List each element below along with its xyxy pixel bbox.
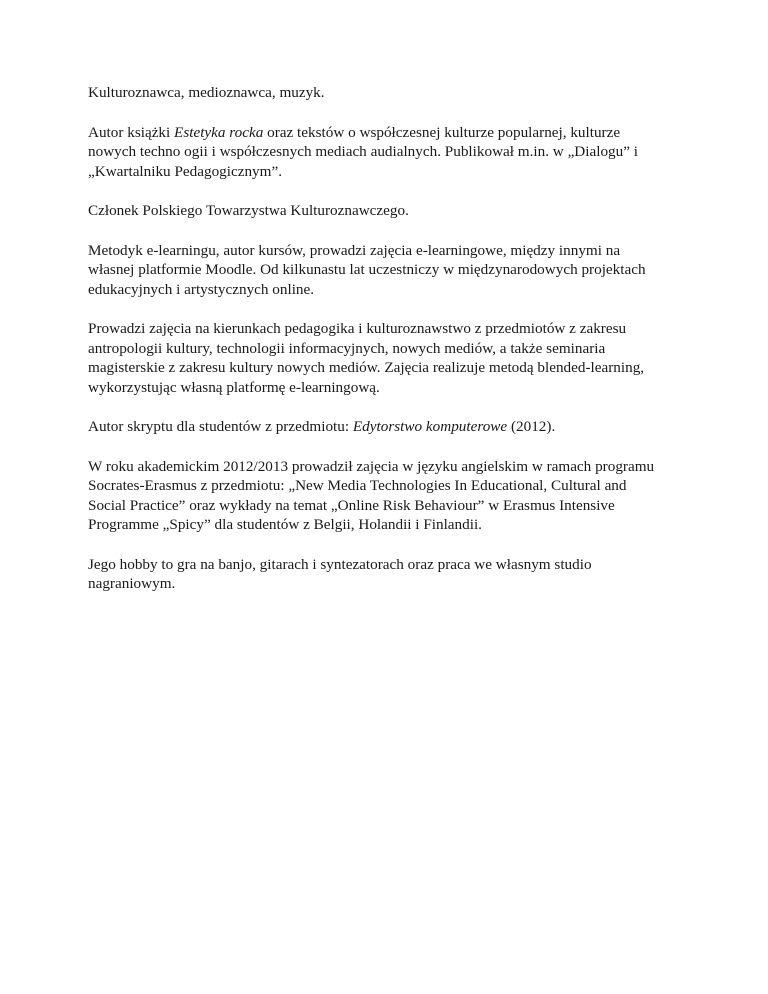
paragraph-teaching (88, 319, 698, 397)
script-year-text: (2012). (507, 418, 556, 435)
script-intro-text: Autor skryptu dla studentów z przedmiotu: (88, 418, 353, 435)
paragraph-hobby (88, 555, 698, 594)
hobby-text-line1: Jego hobby to gra na banjo, gitarach i syntezatorach oraz praca we własnym studio (88, 555, 592, 573)
paragraph-profession (88, 83, 698, 103)
paragraph-membership (88, 201, 698, 221)
author-intro-text: Autor książki (88, 123, 175, 141)
document-page (88, 83, 698, 614)
paragraph-erasmus (88, 457, 698, 535)
erasmus-text-line1: W roku akademickim 2012/2013 prowadził zajęcia w języku angielskim w ramach programu (88, 457, 655, 475)
book-title: Estetyka rocka (174, 123, 264, 141)
erasmus-text-line4: Programme „Spicy” dla studentów z Belgii, Holandii i Finlandii. (88, 516, 482, 533)
author-text-line1: oraz tekstów o współczesnej kulturze popularnej, kulturze (263, 123, 621, 141)
erasmus-text-line3: Social Practice” oraz wykłady na temat „Online Risk Behaviour” w Erasmus Intensive (88, 496, 615, 514)
membership-text: Członek Polskiego Towarzystwa Kulturoznawczego. (88, 202, 409, 219)
elearning-text-line3: edukacyjnych i artystycznych online. (88, 280, 315, 298)
profession-text: Kulturoznawca, medioznawca, muzyk. (88, 84, 325, 101)
teaching-text-line1: Prowadzi zajęcia na kierunkach pedagogika i kulturoznawstwo z przedmiotów z zakresu (88, 320, 627, 337)
author-text-line2: nowych techno ogii i współczesnych mediach audialnych. Publikował m.in. w „Dialogu” i (88, 143, 638, 160)
elearning-text-line2: własnej platformie Moodle. Od kilkunastu lat uczestniczy w międzynarodowych projektach (88, 261, 646, 278)
course-title: Edytorstwo komputerowe (352, 418, 508, 435)
teaching-text-line2: antropologii kultury, technologii informacyjnych, nowych mediów, a także seminaria (88, 339, 606, 357)
paragraph-elearning (88, 241, 698, 300)
elearning-text-line1: Metodyk e-learningu, autor kursów, prowadzi zajęcia e-learningowe, między innymi na (88, 241, 621, 259)
hobby-text-line2: nagraniowym. (88, 575, 176, 592)
paragraph-script (88, 417, 698, 437)
teaching-text-line4: wykorzystując własną platformę e-learningową. (88, 378, 380, 396)
author-text-line3: „Kwartalniku Pedagogicznym”. (88, 162, 282, 180)
paragraph-author (88, 123, 698, 182)
erasmus-text-line2: Socrates-Erasmus z przedmiotu: „New Media Technologies In Educational, Cultural and (88, 477, 627, 494)
teaching-text-line3: magisterskie z zakresu kultury nowych mediów. Zajęcia realizuje metodą blended-learning, (88, 359, 645, 376)
